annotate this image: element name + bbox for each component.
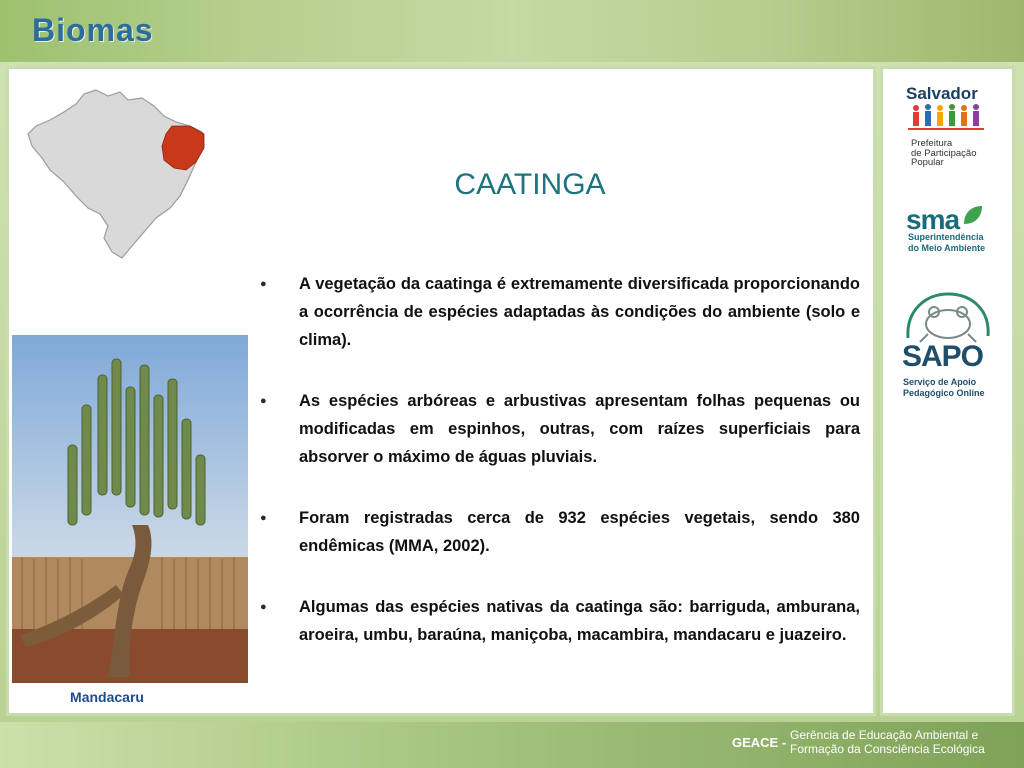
salvador-people-icon [908,102,984,132]
bullet-item: ● Algumas das espécies nativas da caatinga são: barriguda, amburana, aroeira, umbu, baraúna, maniçoba, macambira, mandacaru e juazeiro. [258,593,860,649]
footer-brand: GEACE - [732,735,787,750]
salvador-logo-subtitle: Prefeitura de Participação Popular [911,138,977,168]
footer-text: Gerência de Educação Ambiental e Formação da Consciência Ecológica [790,728,985,756]
caatinga-region [162,126,204,170]
bullet-item: ● Foram registradas cerca de 932 espécies vegetais, sendo 380 endêmicas (MMA, 2002). [258,504,860,560]
header-bar [0,0,1024,62]
brazil-outline [28,90,204,258]
salvador-logo-title: Salvador [906,84,978,103]
leaf-icon [962,204,984,226]
mandacaru-photo [12,335,248,683]
sma-logo-subtitle: Superintendência do Meio Ambiente [908,232,986,253]
brazil-map [24,86,206,262]
bullet-item: ● As espécies arbóreas e arbustivas apresentam folhas pequenas ou modificadas em espinhos, outras, com raízes superficiais para absorver o máximo de águas pluviais. [258,387,860,471]
photo-caption: Mandacaru [70,689,144,705]
bullet-item: ● A vegetação da caatinga é extremamente diversificada proporcionando a ocorrência de espécies adaptadas às condições do ambiente (solo e clima). [258,270,860,354]
sapo-logo-subtitle: Serviço de Apoio Pedagógico Online [903,377,985,398]
bullet-list [258,270,860,649]
sma-logo-title: sma [906,204,960,235]
slide-title: CAATINGA [454,168,606,201]
sapo-logo-title: SAPO [902,340,984,373]
page-title: Biomas [32,12,154,48]
